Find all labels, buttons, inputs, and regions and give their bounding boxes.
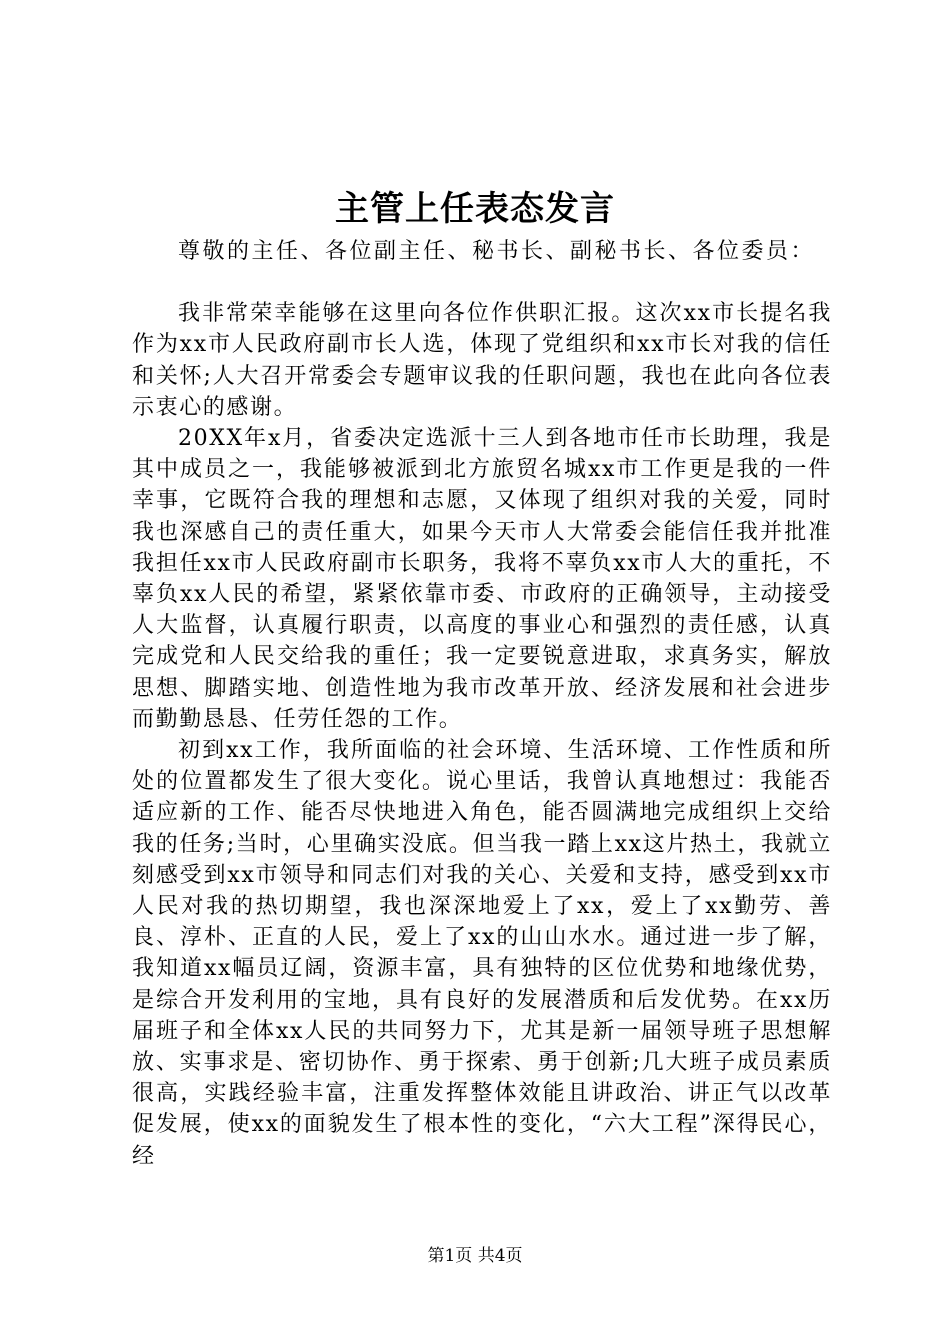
paragraph: 我非常荣幸能够在这里向各位作供职汇报。这次xx市长提名我作为xx市人民政府副市长人选，体现了党组织和xx市长对我的信任和关怀;人大召开常委会专题审议我的任职问题，我也在此向各位表示衷心的感谢。 (132, 301, 832, 420)
paragraph: 初到xx工作，我所面临的社会环境、生活环境、工作性质和所处的位置都发生了很大变化。说心里话，我曾认真地想过：我能否适应新的工作、能否尽快地进入角色，能否圆满地完成组织上交给我的任务;当时，心里确实没底。但当我一踏上xx这片热土，我就立刻感受到xx市领导和同志们对我的关心、关爱和支持，感受到xx市人民对我的热切期望，我也深深地爱上了xx，爱上了xx勤劳、善良、淳朴、正直的人民，爱上了xx的山山水水。通过进一步了解，我知道xx幅员辽阔，资源丰富，具有独特的区位优势和地缘优势，是综合开发利用的宝地，具有良好的发展潜质和后发优势。在xx历届班子和全体xx人民的共同努力下，尤其是新一届领导班子思想解放、实事求是、密切协作、勇于探索、勇于创新;几大班子成员素质很高，实践经验丰富，注重发挥整体效能且讲政治、讲正气以改革促发展，使xx的面貌发生了根本性的变化，“六大工程”深得民心，经 (132, 738, 832, 1169)
document-body (132, 236, 832, 1172)
page-number-footer: 第1页 共4页 (427, 1246, 523, 1266)
salutation: 尊敬的主任、各位副主任、秘书长、副秘书长、各位委员： (178, 239, 816, 264)
paragraph: 20XX年x月，省委决定选派十三人到各地市任市长助理，我是其中成员之一，我能够被派到北方旅贸名城xx市工作更是我的一件幸事，它既符合我的理想和志愿，又体现了组织对我的关爱，同时我也深感自己的责任重大，如果今天市人大常委会能信任我并批准我担任xx市人民政府副市长职务，我将不辜负xx市人大的重托，不辜负xx人民的希望，紧紧依靠市委、市政府的正确领导，主动接受人大监督，认真履行职责，以高度的事业心和强烈的责任感，认真完成党和人民交给我的重任；我一定要锐意进取，求真务实，解放思想、脚踏实地、创造性地为我市改革开放、经济发展和社会进步而勤勤恳恳、任劳任怨的工作。 (132, 426, 832, 732)
document-title: 主管上任表态发言 (335, 189, 615, 229)
